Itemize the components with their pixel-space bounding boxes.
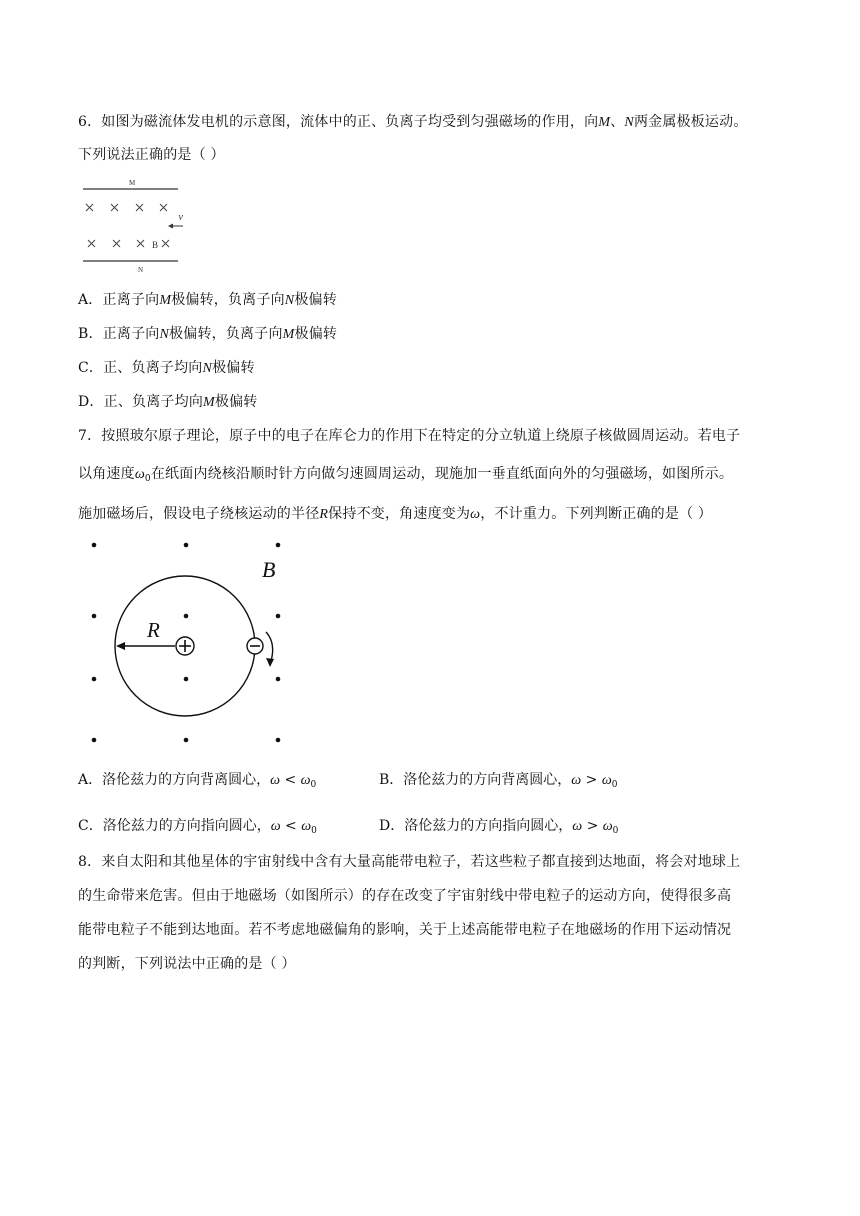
q7-stem-text: 施加磁场后，假设电子绕核运动的半径 bbox=[78, 506, 320, 522]
q6-fig-label-v: v bbox=[178, 212, 183, 223]
q7-option-d-omega: ω bbox=[572, 819, 583, 834]
q8-stem-line-3: 能带电粒子不能到达地面。若不考虑地磁偏角的影响，关于上述高能带电粒子在地磁场的作用下运动情况 bbox=[78, 922, 732, 938]
q7-option-b-text: B．洛伦兹力的方向背离圆心， bbox=[379, 772, 572, 788]
q6-separator: 、 bbox=[610, 114, 625, 130]
q7-option-b-subscript: 0 bbox=[611, 780, 618, 790]
q6-velocity-arrow bbox=[168, 224, 183, 229]
q7-option-b-omega: ω bbox=[571, 773, 582, 788]
q6-fig-label-n: N bbox=[138, 266, 144, 274]
q6-option-a-text-mid: 极偏转，负离子向 bbox=[171, 292, 285, 308]
q6-mhd-generator-figure bbox=[80, 175, 185, 275]
q6-option-a[interactable] bbox=[78, 290, 337, 311]
q6-field-crosses-top bbox=[86, 204, 167, 211]
q7-stem-line-1: 7．按照玻尔原子理论，原子中的电子在库仑力的作用下在特定的分立轨道上绕原子核做圆周运动。若电子 bbox=[78, 428, 741, 444]
q7-rotation-arrow bbox=[266, 632, 274, 667]
q6-option-b-symbol-m: M bbox=[282, 327, 295, 342]
q7-stem-text-end: 在纸面内绕核沿顺时针方向做匀速圆周运动，现施加一垂直纸面向外的匀强磁场，如图所示。 bbox=[150, 466, 734, 482]
q6-stem-text: 6．如图为磁流体发电机的示意图，流体中的正、负离子均受到匀强磁场的作用，向 bbox=[78, 114, 599, 130]
q6-option-d-text-end: 极偏转 bbox=[214, 394, 258, 410]
q7-atom-orbit-figure bbox=[84, 535, 294, 750]
q6-symbol-m: M bbox=[598, 115, 611, 130]
q7-stem-line-3 bbox=[78, 504, 712, 525]
q6-option-a-text: A．正离子向 bbox=[78, 292, 160, 308]
q7-radius-arrow bbox=[116, 642, 175, 650]
q6-option-b-text-end: 极偏转 bbox=[294, 326, 338, 342]
q7-option-d-omega0: ω bbox=[602, 819, 613, 834]
q7-option-d[interactable] bbox=[379, 816, 618, 841]
q7-stem-text-end: ，不计重力。下列判断正确的是（ ） bbox=[480, 506, 713, 522]
q7-option-a-omega: ω bbox=[270, 773, 281, 788]
q6-option-d[interactable] bbox=[78, 392, 258, 413]
q6-option-d-text: D．正、负离子均向 bbox=[78, 394, 204, 410]
q6-option-c-text: C．正、负离子均向 bbox=[78, 360, 203, 376]
q7-option-a-relation: < bbox=[280, 772, 301, 788]
q6-option-b-symbol-n: N bbox=[159, 327, 170, 342]
q7-option-d-subscript: 0 bbox=[612, 826, 619, 836]
q8-stem-line-1: 8．来自太阳和其他星体的宇宙射线中含有大量高能带电粒子，若这些粒子都直接到达地面，将会对地球上 bbox=[78, 854, 741, 870]
q6-option-b-text: B．正离子向 bbox=[78, 326, 160, 342]
q7-nucleus-plus bbox=[176, 637, 194, 655]
q8-stem-line-4: 的判断，下列说法中正确的是（ ） bbox=[78, 956, 296, 972]
q7-option-c-text: C．洛伦兹力的方向指向圆心， bbox=[78, 818, 271, 834]
q7-option-c-subscript: 0 bbox=[311, 826, 317, 836]
q7-option-c-omega: ω bbox=[270, 819, 281, 834]
q7-option-c-relation: < bbox=[280, 818, 302, 834]
q7-option-a-text: A．洛伦兹力的方向背离圆心， bbox=[78, 772, 271, 788]
q6-stem-line-2: 下列说法正确的是（ ） bbox=[78, 147, 225, 163]
q6-option-c-symbol-n: N bbox=[202, 361, 213, 376]
q7-option-c-omega0: ω bbox=[301, 819, 312, 834]
q6-stem-line-1 bbox=[78, 112, 748, 133]
q7-electron-minus bbox=[247, 638, 263, 654]
q6-option-c-text-end: 极偏转 bbox=[212, 360, 255, 376]
q6-fig-label-m: M bbox=[129, 179, 136, 187]
q7-option-b-relation: > bbox=[581, 772, 602, 788]
q8-stem-line-2: 的生命带来危害。但由于地磁场（如图所示）的存在改变了宇宙射线中带电粒子的运动方向，使得很多高 bbox=[78, 888, 732, 904]
q7-option-a[interactable] bbox=[78, 770, 316, 795]
q7-symbol-subscript: 0 bbox=[144, 474, 151, 484]
q7-symbol-r: R bbox=[319, 507, 329, 522]
q7-stem-text-mid: 保持不变，角速度变为 bbox=[328, 506, 471, 522]
q7-option-a-subscript: 0 bbox=[310, 780, 317, 790]
q7-fig-label-r: R bbox=[147, 618, 160, 642]
q7-fig-label-b: B bbox=[262, 557, 276, 582]
q7-option-d-relation: > bbox=[582, 818, 603, 834]
q6-option-d-symbol-m: M bbox=[203, 395, 215, 410]
q6-fig-label-b: B bbox=[152, 240, 159, 250]
q7-option-b[interactable] bbox=[379, 770, 617, 795]
q6-option-b[interactable] bbox=[78, 324, 337, 345]
q6-option-a-symbol-m: M bbox=[159, 293, 172, 308]
q6-stem-text-end: 两金属极板运动。 bbox=[633, 114, 748, 130]
q6-symbol-n: N bbox=[624, 115, 634, 130]
q7-option-c[interactable] bbox=[78, 816, 317, 841]
q7-stem-text: 以角速度 bbox=[78, 466, 135, 482]
q6-option-a-symbol-n: N bbox=[284, 293, 295, 308]
q6-option-a-text-end: 极偏转 bbox=[294, 292, 337, 308]
q7-option-d-text: D．洛伦兹力的方向指向圆心， bbox=[379, 818, 573, 834]
q6-option-c[interactable] bbox=[78, 358, 255, 379]
q6-option-b-text-mid: 极偏转，负离子向 bbox=[169, 326, 283, 342]
q7-symbol-omega: ω bbox=[134, 467, 145, 482]
q7-option-b-omega0: ω bbox=[601, 773, 612, 788]
q7-stem-line-2 bbox=[78, 464, 733, 489]
q7-option-a-omega0: ω bbox=[300, 773, 311, 788]
q7-symbol-omega: ω bbox=[470, 507, 481, 522]
